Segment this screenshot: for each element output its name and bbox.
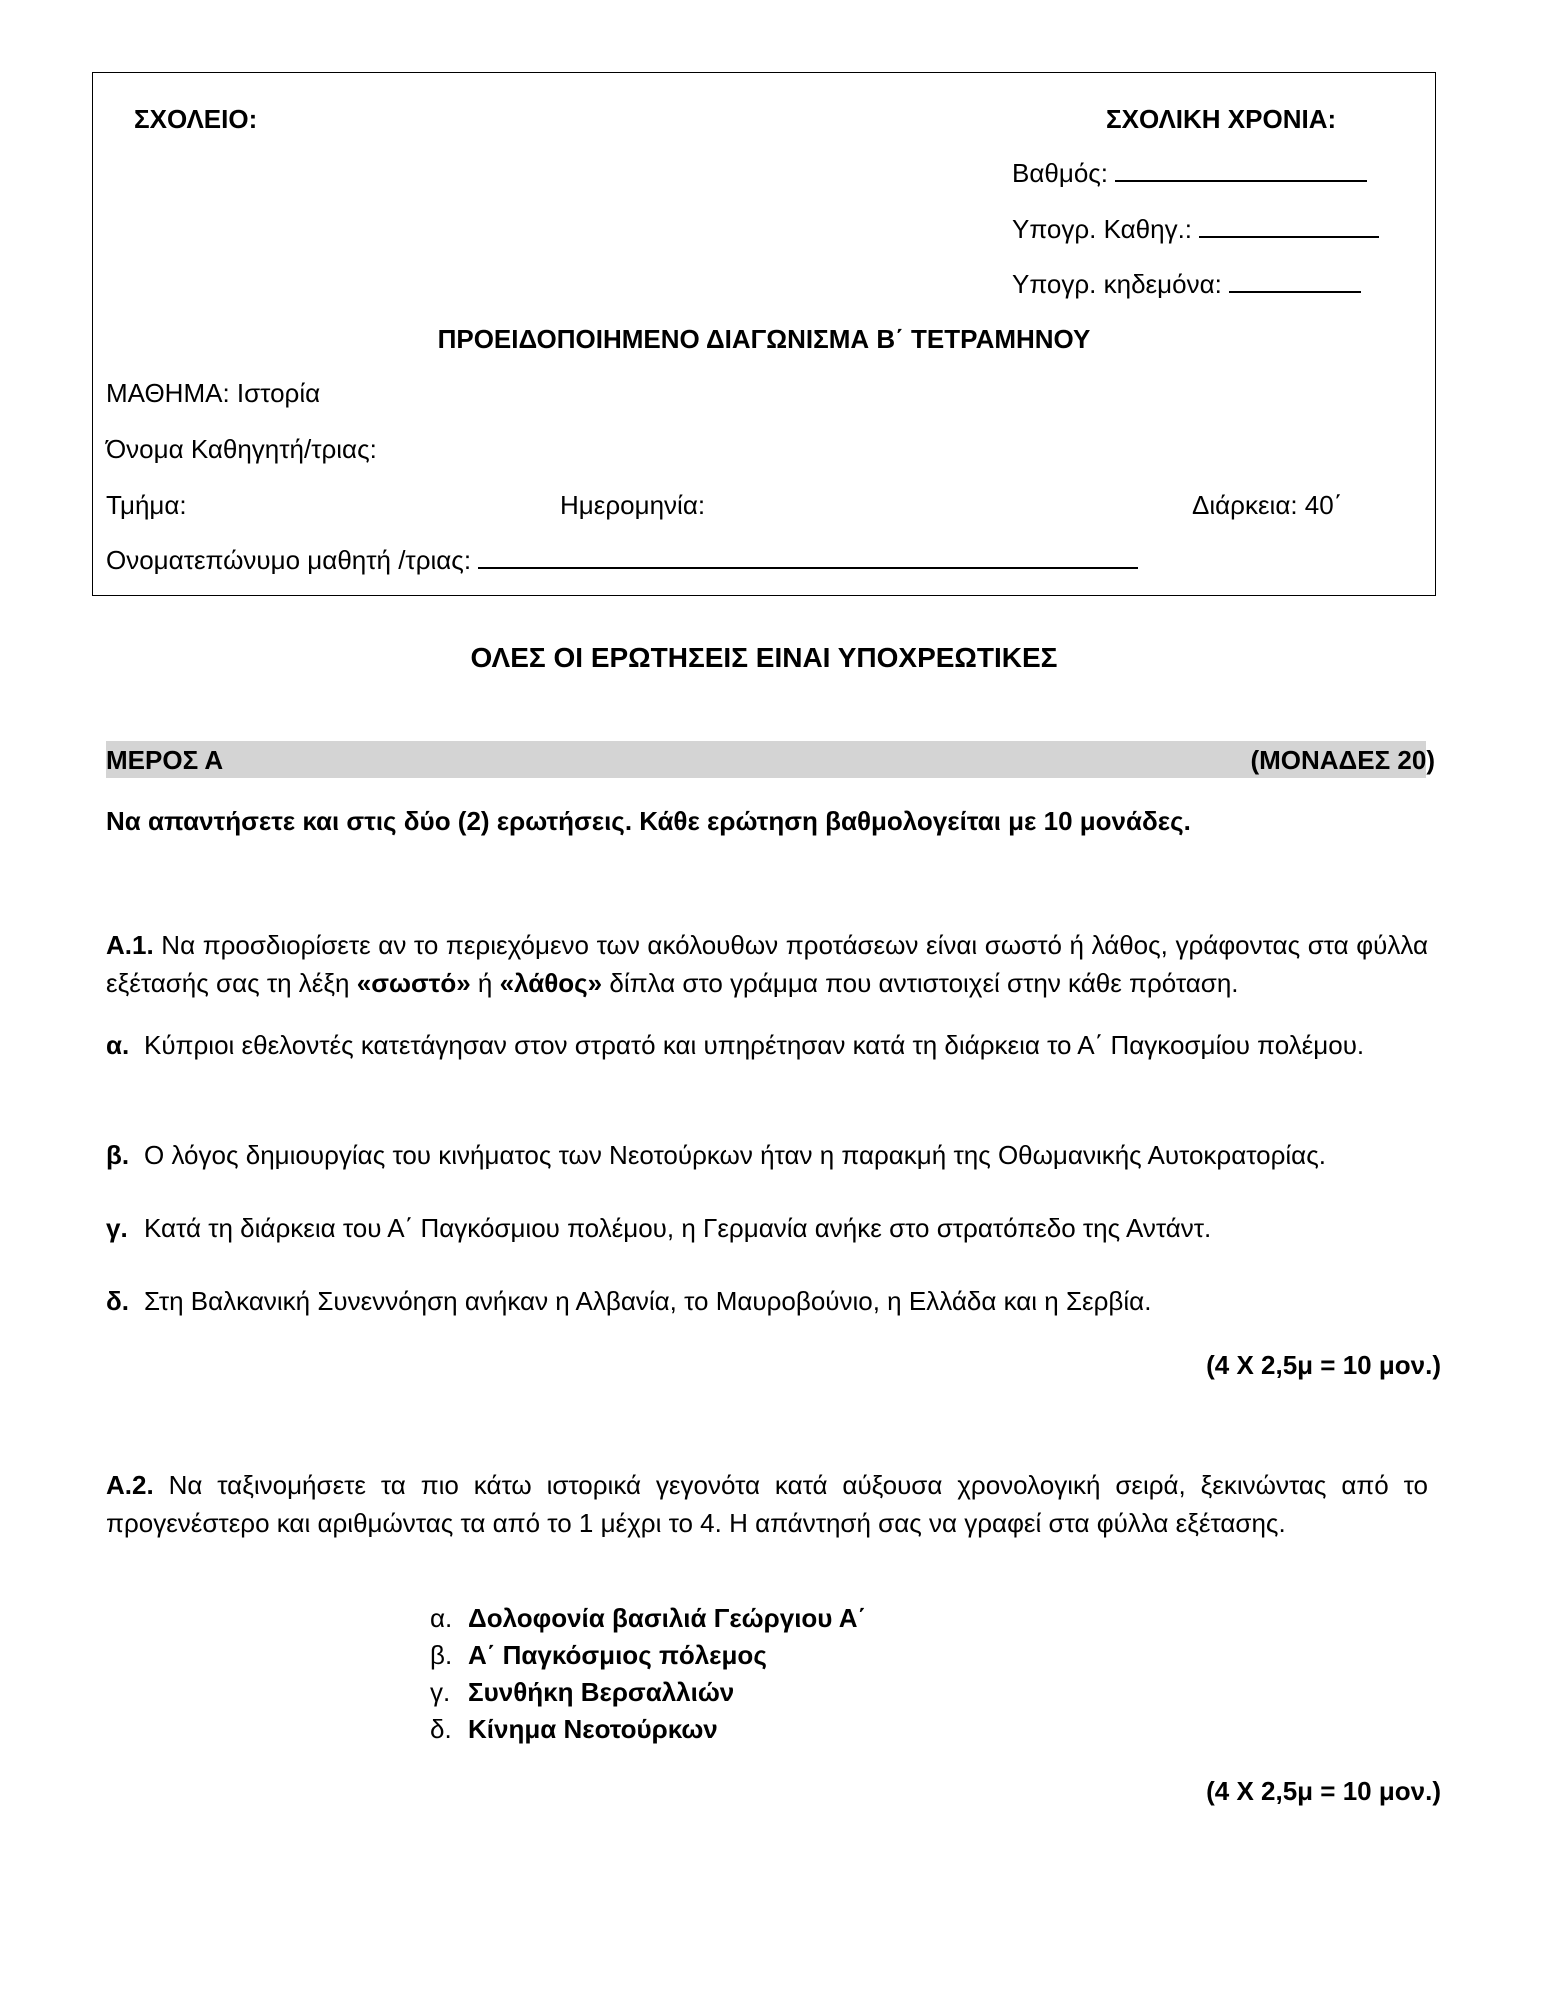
list-item xyxy=(106,1209,1428,1247)
item-label: α. xyxy=(106,1030,130,1060)
student-name-field[interactable] xyxy=(106,545,1138,576)
date-label: Ημερομηνία: xyxy=(560,490,706,520)
item-label: α. xyxy=(430,1603,453,1633)
grade-label: Βαθμός: xyxy=(1012,158,1109,188)
list-item xyxy=(106,1282,1428,1320)
student-name-blank-line xyxy=(478,545,1138,569)
question-a1-prompt: Α.1. Να προσδιορίσετε αν το περιεχόμενο των ακόλουθων προτάσεων είναι σωστό ή λάθος, γράφοντας στα φύλλα εξέτασής σας τη λέξη «σωστό» ή «λάθος» δίπλα στο γράμμα που αντιστοιχεί στην κάθε πρόταση. xyxy=(106,930,1428,998)
guardian-signature-blank-line xyxy=(1229,269,1361,293)
mandatory-notice: ΟΛΕΣ ΟΙ ΕΡΩΤΗΣΕΙΣ ΕΙΝΑΙ ΥΠΟΧΡΕΩΤΙΚΕΣ xyxy=(470,642,1058,673)
duration-label: Διάρκεια: 40΄ xyxy=(1192,490,1343,520)
item-text: Στη Βαλκανική Συνεννόηση ανήκαν η Αλβανία, το Μαυροβούνιο, η Ελλάδα και η Σερβία. xyxy=(144,1286,1152,1316)
school-year-label: ΣΧΟΛΙΚΗ ΧΡΟΝΙΑ: xyxy=(1106,104,1337,134)
school-label: ΣΧΟΛΕΙΟ: xyxy=(134,104,258,134)
item-text: Α΄ Παγκόσμιος πόλεμος xyxy=(468,1640,767,1670)
teacher-signature-label: Υπογρ. Καθηγ.: xyxy=(1012,214,1193,244)
item-label: γ. xyxy=(106,1213,128,1243)
list-item xyxy=(430,1637,767,1673)
item-label: β. xyxy=(430,1640,453,1670)
list-item xyxy=(430,1711,718,1747)
section-a-title: ΜΕΡΟΣ Α xyxy=(106,745,224,775)
list-item xyxy=(106,1136,1428,1174)
item-text: Συνθήκη Βερσαλλιών xyxy=(468,1677,735,1707)
item-text: Δολοφονία βασιλιά Γεώργιου Α΄ xyxy=(468,1603,867,1633)
item-text: Κύπριοι εθελοντές κατετάγησαν στον στρατό και υπηρέτησαν κατά τη διάρκεια το Α΄ Παγκοσμίου πολέμου. xyxy=(144,1030,1365,1060)
teacher-signature-blank-line xyxy=(1199,214,1379,238)
list-item xyxy=(106,1026,1428,1064)
item-label: δ. xyxy=(430,1714,452,1744)
question-a2-prompt: Α.2. Να ταξινομήσετε τα πιο κάτω ιστορικά γεγονότα κατά αύξουσα χρονολογική σειρά, ξεκινώντας από το προγενέστερο και αριθμώντας τα από το 1 μέχρι το 4. Η απάντησή σας να γραφεί στα φύλλα εξέτασης. xyxy=(106,1470,1428,1538)
exam-title: ΠΡΟΕΙΔΟΠΟΙΗΜΕΝΟ ΔΙΑΓΩΝΙΣΜΑ Β΄ ΤΕΤΡΑΜΗΝΟΥ xyxy=(437,324,1091,354)
item-label: γ. xyxy=(430,1677,451,1707)
question-a1-score: (4 Χ 2,5μ = 10 μον.) xyxy=(1206,1350,1441,1380)
item-text: Ο λόγος δημιουργίας του κινήματος των Νεοτούρκων ήταν η παρακμή της Οθωμανικής Αυτοκρατορίας. xyxy=(144,1140,1326,1170)
section-a-bar xyxy=(106,741,1426,778)
question-a1-number: Α.1. xyxy=(106,930,154,960)
teacher-name-label: Όνομα Καθηγητή/τριας: xyxy=(106,434,377,464)
class-label: Τμήμα: xyxy=(106,490,187,520)
word-correct: «σωστό» xyxy=(356,968,471,998)
list-item xyxy=(430,1600,866,1636)
guardian-signature-label: Υπογρ. κηδεμόνα: xyxy=(1012,269,1222,299)
teacher-signature-field[interactable] xyxy=(1012,214,1379,245)
section-a-instruction: Να απαντήσετε και στις δύο (2) ερωτήσεις. Κάθε ερώτηση βαθμολογείται με 10 μονάδες. xyxy=(106,806,1191,836)
guardian-signature-field[interactable] xyxy=(1012,269,1361,300)
grade-blank-line xyxy=(1115,158,1367,182)
item-label: δ. xyxy=(106,1286,129,1316)
section-a-points: (ΜΟΝΑΔΕΣ 20) xyxy=(1250,745,1435,775)
list-item xyxy=(430,1674,734,1710)
word-wrong: «λάθος» xyxy=(499,968,603,998)
question-a2-number: Α.2. xyxy=(106,1470,154,1500)
subject-line: ΜΑΘΗΜΑ: Ιστορία xyxy=(106,378,321,408)
item-text: Κίνημα Νεοτούρκων xyxy=(468,1714,718,1744)
item-label: β. xyxy=(106,1140,130,1170)
item-text: Κατά τη διάρκεια του Α΄ Παγκόσμιου πολέμου, η Γερμανία ανήκε στο στρατόπεδο της Αντάντ. xyxy=(144,1213,1212,1243)
grade-field[interactable] xyxy=(1012,158,1367,189)
student-name-label: Ονοματεπώνυμο μαθητή /τριας: xyxy=(106,545,472,575)
question-a2-score: (4 Χ 2,5μ = 10 μον.) xyxy=(1206,1776,1441,1806)
